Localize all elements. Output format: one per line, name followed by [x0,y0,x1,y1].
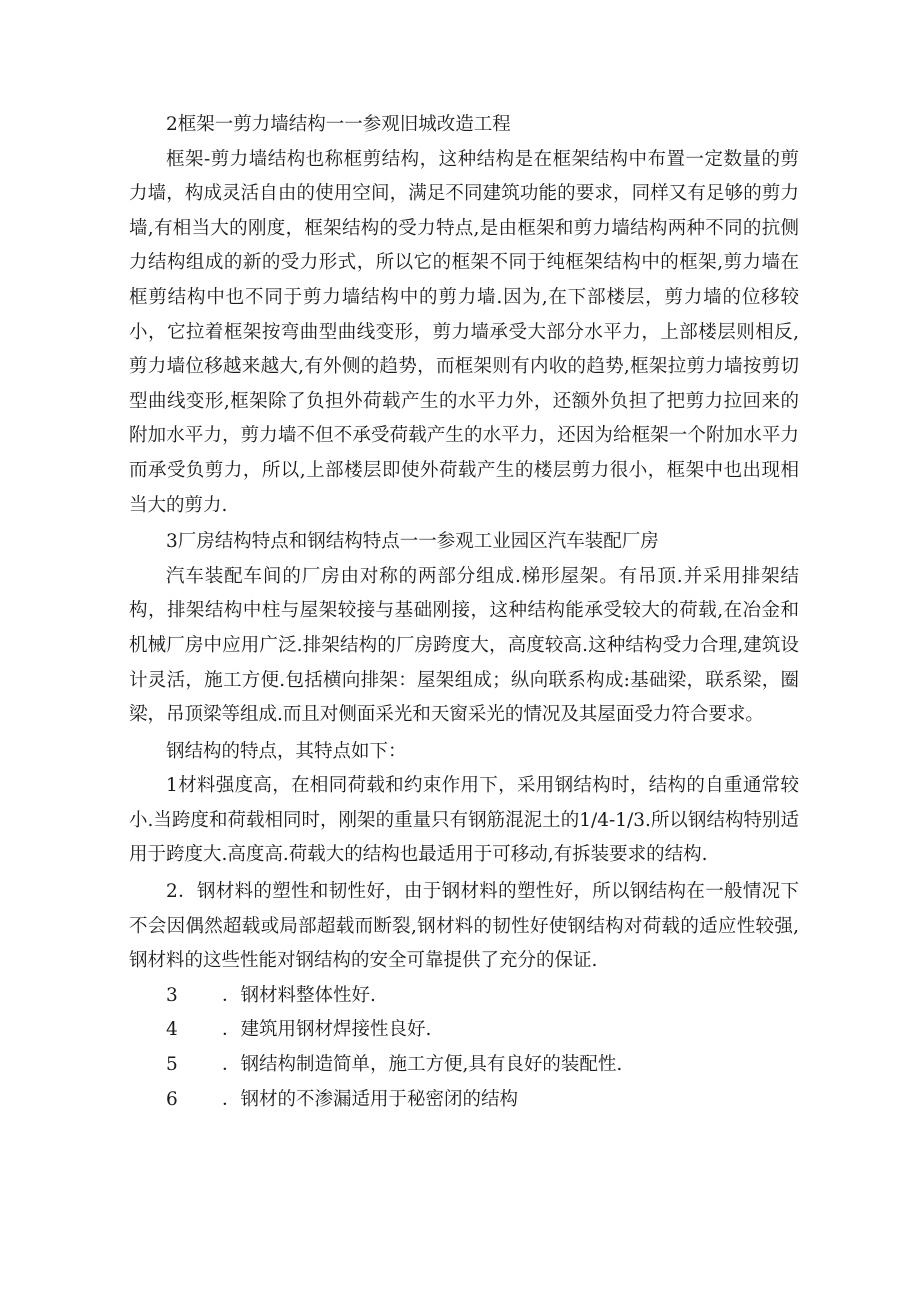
list-item [129,979,799,1014]
list-item [129,1013,799,1048]
list-item [129,1083,799,1118]
list-item-number: 6 [166,1088,178,1110]
paragraph-frame-shear-wall: 框架-剪力墙结构也称框剪结构，这种结构是在框架结构中布置一定数量的剪力墙，构成灵活自由的使用空间，满足不同建筑功能的要求，同样又有足够的剪力墙,有相当大的刚度，框架结构的受力特点,是由框架和剪力墙结构两种不同的抗侧力结构组成的新的受力形式，所以它的框架不同于纯框架结构中的框架,剪力墙在框剪结构中也不同于剪力墙结构中的剪力墙.因为,在下部楼层，剪力墙的位移较小，它拉着框架按弯曲型曲线变形，剪力墙承受大部分水平力，上部楼层则相反,剪力墙位移越来越大,有外侧的趋势，而框架则有内收的趋势,框架拉剪力墙按剪切型曲线变形,框架除了负担外荷载产生的水平力外，还额外负担了把剪力拉回来的附加水平力，剪力墙不但不承受荷载产生的水平力，还因为给框架一个附加水平力而承受负剪力，所以,上部楼层即使外荷载产生的楼层剪力很小，框架中也出现相当大的剪力. [129,148,799,516]
paragraph-steel-intro: 钢结构的特点，其特点如下： [166,740,407,762]
paragraph-factory-structure: 汽车装配车间的厂房由对称的两部分组成.梯形屋架。有吊顶.并采用排架结构，排架结构中柱与屋架较接与基础刚接，这种结构能承受较大的荷载,在冶金和机械厂房中应用广泛.排架结构的厂房跨度大，高度较高.这种结构受力合理,建筑设计灵活，施工方便.包括横向排架：屋架组成；纵向联系构成:基础梁，联系梁，圈梁，吊顶梁等组成.而且对侧面采光和天窗采光的情况及其屋面受力符合要求。 [129,565,799,726]
section-heading-factory-steel: 3厂房结构特点和钢结构特点一一参观工业园区汽车装配厂房 [166,531,659,553]
list-item-text: ．钢材料整体性好. [222,984,376,1006]
list-item-text: ．钢材的不渗漏适用于秘密闭的结构 [222,1088,519,1110]
list-item-number: 3 [166,984,178,1006]
list-item [129,1048,799,1083]
list-item-text: ．建筑用钢材焊接性良好. [222,1019,432,1041]
list-item-number: 5 [166,1054,178,1076]
document-page [129,108,799,1117]
section-heading-frame-shear-wall: 2框架一剪力墙结构一一参观旧城改造工程 [166,114,511,135]
list-item-text: ．钢结构制造简单，施工方便,具有良好的装配性. [222,1054,623,1076]
paragraph-steel-point-1: 1材料强度高，在相同荷载和约束作用下，采用钢结构时，结构的自重通常较小.当跨度和荷载相同时，刚架的重量只有钢筋混泥土的1/4-1/3.所以钢结构特别适用于跨度大.高度高.荷载大的结构也最适用于可移动,有拆装要求的结构. [129,775,799,866]
paragraph-steel-point-2: 2．钢材料的塑性和韧性好，由于钢材料的塑性好，所以钢结构在一般情况下不会因偶然超载或局部超载而断裂,钢材料的韧性好使钢结构对荷载的适应性较强,钢材料的这些性能对钢结构的安全可靠提供了充分的保证. [129,881,799,972]
list-item-number: 4 [166,1019,178,1041]
